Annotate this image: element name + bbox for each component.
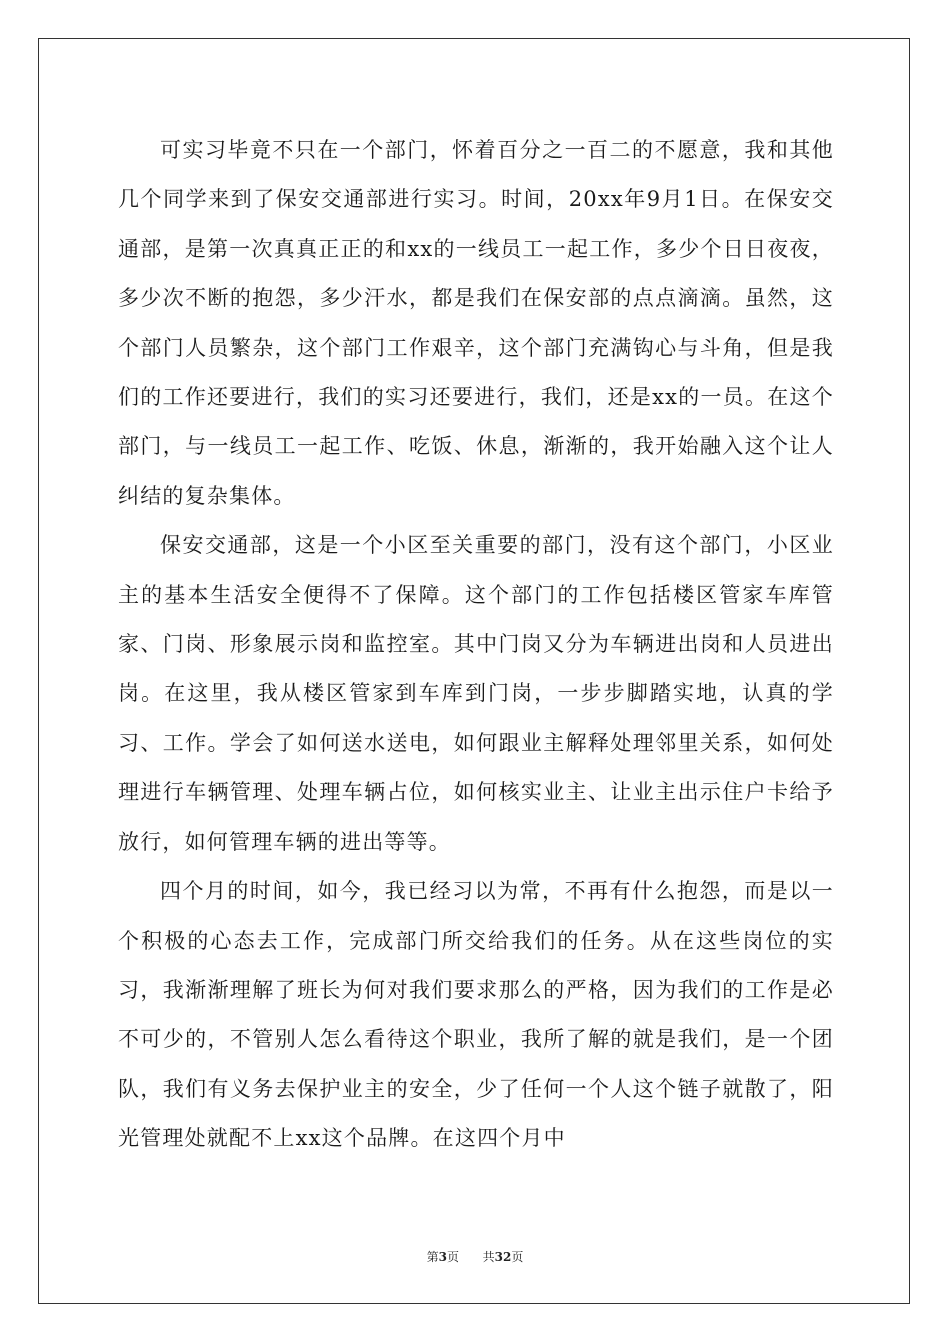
total-pages: 32 [494,1250,512,1264]
page-number-prefix: 第 [426,1250,439,1264]
paragraph-1: 可实习毕竟不只在一个部门，怀着百分之一百二的不愿意，我和其他几个同学来到了保安交通部进行实习。时间，20xx年9月1日。在保安交通部，是第一次真真正正的和xx的一线员工一起工作，多少个日日夜夜，多少次不断的抱怨，多少汗水，都是我们在保安部的点点滴滴。虽然，这个部门人员繁杂，这个部门工作艰辛，这个部门充满钩心与斗角，但是我们的工作还要进行，我们的实习还要进行，我们，还是xx的一员。在这个部门，与一线员工一起工作、吃饭、休息，渐渐的，我开始融入这个让人纠结的复杂集体。 [118,138,834,508]
page-number-suffix: 页 [446,1250,459,1264]
document-body [118,126,834,1164]
paragraph-2: 保安交通部，这是一个小区至关重要的部门，没有这个部门，小区业主的基本生活安全便得不了保障。这个部门的工作包括楼区管家车库管家、门岗、形象展示岗和监控室。其中门岗又分为车辆进出岗和人员进出岗。在这里，我从楼区管家到车库到门岗，一步步脚踏实地，认真的学习、工作。学会了如何送水送电，如何跟业主解释处理邻里关系，如何处理进行车辆管理、处理车辆占位，如何核实业主、让业主出示住户卡给予放行，如何管理车辆的进出等等。 [118,533,834,854]
page-number: 3 [438,1250,447,1264]
page-footer [0,1248,950,1265]
paragraph-3: 四个月的时间，如今，我已经习以为常，不再有什么抱怨，而是以一个积极的心态去工作，完成部门所交给我们的任务。从在这些岗位的实习，我渐渐理解了班长为何对我们要求那么的严格，因为我们的工作是必不可少的，不管别人怎么看待这个职业，我所了解的就是我们，是一个团队，我们有义务去保护业主的安全，少了任何一个人这个链子就散了，阳光管理处就配不上xx这个品牌。在这四个月中 [118,879,834,1151]
total-pages-prefix: 共 [482,1250,495,1264]
total-pages-suffix: 页 [511,1250,524,1264]
